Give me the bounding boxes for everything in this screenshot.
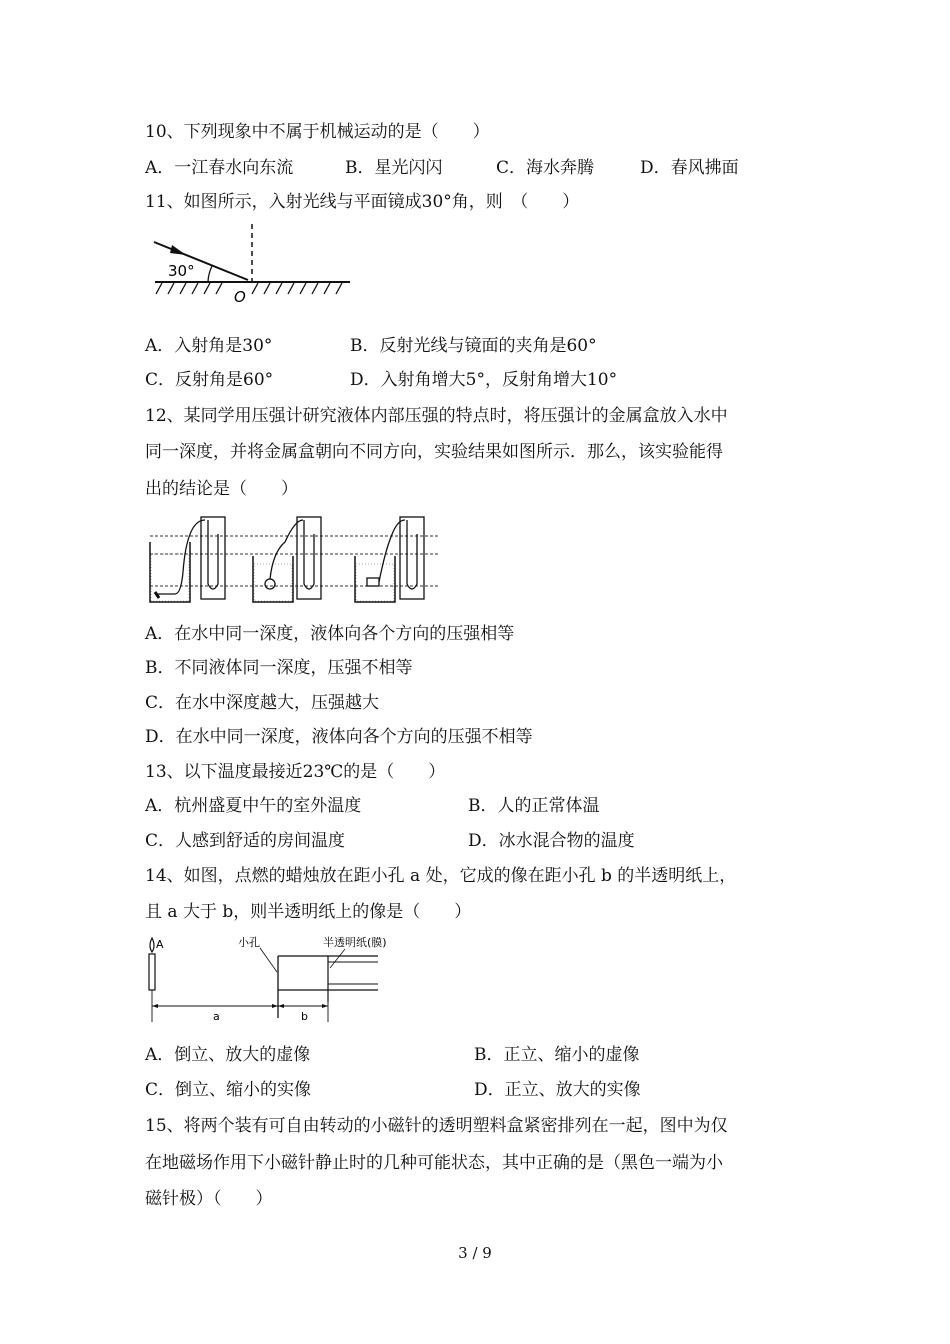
- page-number: 3 / 9: [458, 1244, 492, 1262]
- point-o-label: O: [234, 288, 246, 304]
- q10-option-a: A．一江春水向东流: [145, 158, 294, 178]
- q12-option-a: A．在水中同一深度，液体向各个方向的压强相等: [145, 624, 515, 644]
- q13-option-b: B．人的正常体温: [468, 796, 600, 816]
- dim-a-arrow-left: [152, 1004, 158, 1008]
- q13-option-a: A．杭州盛夏中午的室外温度: [145, 796, 362, 816]
- screen-pointer: [330, 949, 345, 968]
- q10-stem: 10、下列现象中不属于机械运动的是（ ）: [145, 122, 490, 142]
- q11-option-c: C．反射角是60°: [145, 370, 274, 390]
- q15-stem-line-2: 在地磁场作用下小磁针静止时的几种可能状态，其中正确的是（黑色一端为小: [145, 1153, 723, 1173]
- q10-option-c: C．海水奔腾: [496, 158, 595, 178]
- q12-option-b: B．不同液体同一深度，压强不相等: [145, 658, 413, 678]
- q12-stem-line-1: 12、某同学用压强计研究液体内部压强的特点时，将压强计的金属盒放入水中: [145, 406, 728, 426]
- q15-stem-line-1: 15、将两个装有可自由转动的小磁针的透明塑料盒紧密排列在一起，图中为仅: [145, 1116, 728, 1136]
- hole-label: 小孔: [238, 936, 260, 949]
- candle-flame: [150, 938, 154, 952]
- q14-stem-line-2: 且 a 大于 b，则半透明纸上的像是（ ）: [145, 902, 472, 922]
- q12-stem-line-2: 同一深度，并将金属盒朝向不同方向，实验结果如图所示．那么，该实验能得: [145, 442, 723, 462]
- pressure-gauge-figure: [145, 512, 445, 608]
- reference-dashed-lines: [150, 536, 440, 586]
- q14-option-b: B．正立、缩小的虚像: [474, 1045, 640, 1065]
- q14-stem-line-1: 14、如图，点燃的蜡烛放在距小孔 a 处，它成的像在距小孔 b 的半透明纸上，: [145, 866, 737, 886]
- q11-option-d: D．入射角增大5°，反射角增大10°: [350, 370, 618, 390]
- dim-a-label: a: [213, 1010, 220, 1023]
- dim-b-arrow-right: [322, 1004, 328, 1008]
- q12-stem-line-3: 出的结论是（ ）: [145, 479, 298, 499]
- beaker-set-1: [150, 517, 225, 602]
- candle-label: A: [156, 938, 164, 951]
- dim-b-label: b: [301, 1010, 308, 1023]
- q10-option-b: B．星光闪闪: [345, 158, 443, 178]
- q13-stem: 13、以下温度最接近23℃的是（ ）: [145, 762, 446, 782]
- beaker-set-2: [253, 517, 321, 602]
- q11-stem: 11、如图所示，入射光线与平面镜成30°角，则 （ ）: [145, 192, 580, 212]
- hole-pointer: [260, 948, 277, 972]
- q11-option-b: B．反射光线与镜面的夹角是60°: [350, 336, 597, 356]
- q14-option-d: D．正立、放大的实像: [474, 1080, 641, 1100]
- q10-option-d: D．春风拂面: [640, 158, 739, 178]
- q14-option-c: C．倒立、缩小的实像: [145, 1080, 312, 1100]
- q12-option-c: C．在水中深度越大，压强越大: [145, 693, 380, 713]
- ray-arrowhead: [170, 245, 186, 255]
- q15-stem-line-3: 磁针极）（ ）: [145, 1189, 273, 1209]
- q12-option-d: D．在水中同一深度，液体向各个方向的压强不相等: [145, 727, 533, 747]
- dim-a-arrow-right: [272, 1004, 278, 1008]
- angle-label: 30°: [168, 262, 195, 280]
- mirror-reflection-figure: [150, 222, 355, 304]
- screen-label: 半透明纸(膜): [323, 936, 387, 949]
- mirror-hatching: [156, 283, 342, 294]
- q14-option-a: A．倒立、放大的虚像: [145, 1045, 311, 1065]
- candle-body: [149, 954, 155, 990]
- angle-arc: [208, 266, 212, 282]
- q11-option-a: A．入射角是30°: [145, 336, 273, 356]
- beaker-set-3: [355, 517, 424, 602]
- dim-b-arrow-left: [278, 1004, 284, 1008]
- pinhole-figure: [140, 932, 400, 1024]
- q13-option-d: D．冰水混合物的温度: [468, 831, 635, 851]
- q13-option-c: C．人感到舒适的房间温度: [145, 831, 346, 851]
